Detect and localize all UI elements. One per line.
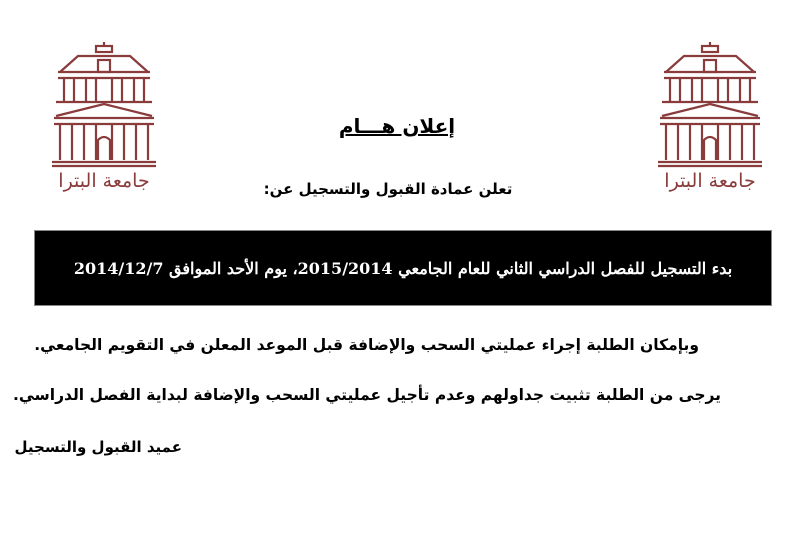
paragraph-add-drop-before: وبإمكان الطلبة إجراء عمليتي السحب والإضافة قبل الموعد المعلن في التقويم الجامعي.: [34, 336, 699, 354]
university-name-logo-text: جامعة البترا: [58, 170, 150, 192]
petra-treasury-emblem-icon: [658, 42, 762, 168]
announcement-subtitle: تعلن عمادة القبول والتسجيل عن:: [263, 180, 513, 198]
petra-treasury-emblem-icon: [52, 42, 156, 168]
university-logo-left: [52, 42, 156, 194]
university-logo-right: [658, 42, 762, 194]
announcement-title: إعلان هـــام: [338, 114, 456, 138]
signature-dean: عميد القبول والتسجيل: [14, 438, 182, 456]
registration-banner: [34, 230, 772, 306]
banner-text: بدء التسجيل للفصل الدراسي الثاني للعام الجامعي 2015/2014، يوم الأحد الموافق 2014/12/7: [73, 258, 733, 278]
paragraph-confirm-schedules: يرجى من الطلبة تثبيت جداولهم وعدم تأجيل عمليتي السحب والإضافة لبداية الفصل الدراسي.: [12, 386, 721, 404]
university-name-logo-text: جامعة البترا: [664, 170, 756, 192]
